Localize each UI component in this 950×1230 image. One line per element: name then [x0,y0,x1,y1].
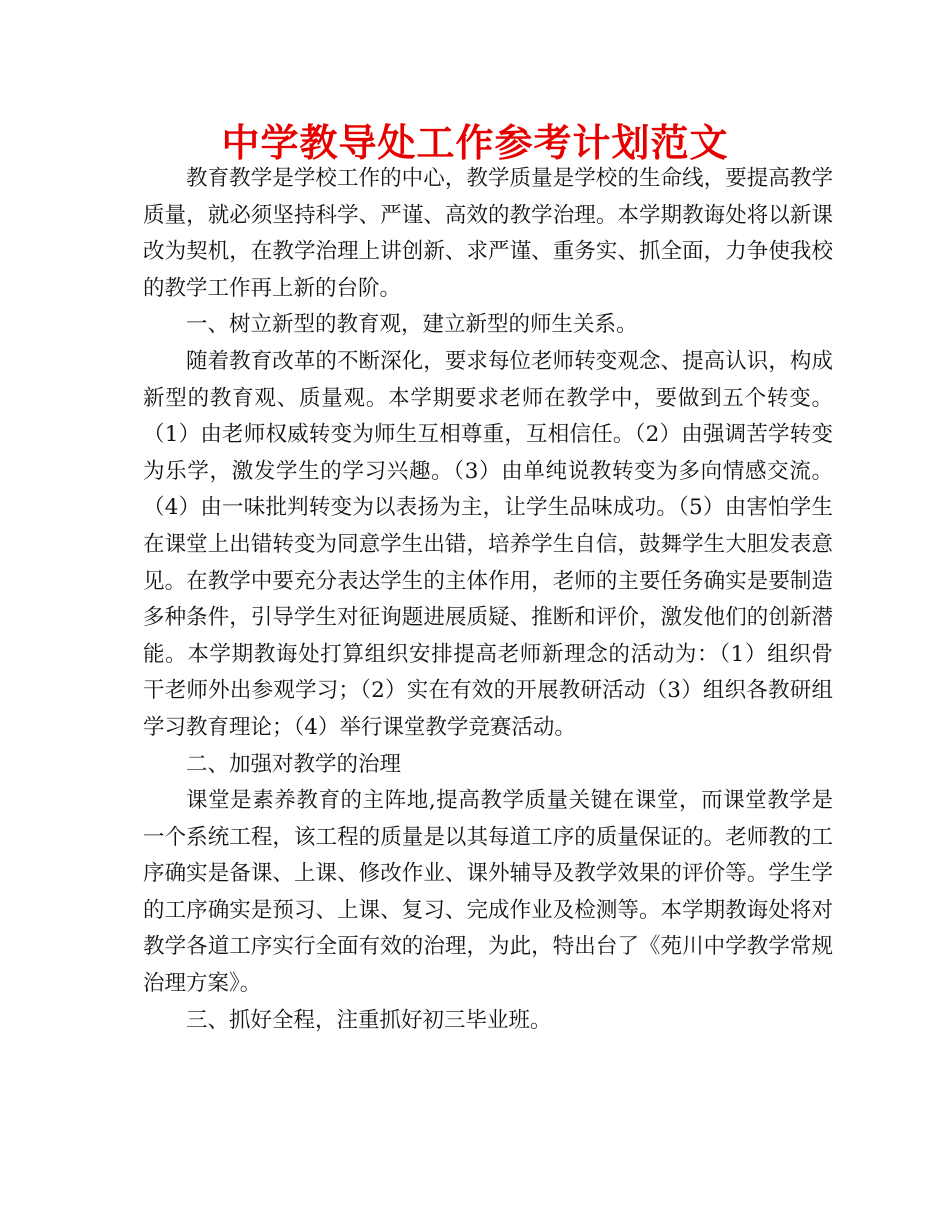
section-1-paragraph: 随着教育改革的不断深化，要求每位老师转变观念、提高认识，构成新型的教育观、质量观。本学期要求老师在教学中，要做到五个转变。（1）由老师权威转变为师生互相尊重，互相信任。（2）由强调苦学转变为乐学，激发学生的学习兴趣。（3）由单纯说教转变为多向情感交流。（4）由一味批判转变为以表扬为主，让学生品味成功。（5）由害怕学生在课堂上出错转变为同意学生出错，培养学生自信，鼓舞学生大胆发表意见。在教学中要充分表达学生的主体作用，老师的主要任务确实是要制造多种条件，引导学生对征询题进展质疑、推断和评价，激发他们的创新潜能。本学期教诲处打算组织安排提高老师新理念的活动为：（1）组织骨干老师外出参观学习；（2）实在有效的开展教研活动（3）组织各教研组学习教育理论；（4）举行课堂教学竞赛活动。 [143,348,833,740]
document-title: 中学教导处工作参考计划范文 [221,121,729,165]
document-body [143,161,833,1039]
section-heading-2: 二、加强对教学的治理 [186,751,402,777]
section-2-paragraph: 课堂是素养教育的主阵地,提高教学质量关键在课堂，而课堂教学是一个系统工程，该工程的质量是以其每道工序的质量保证的。老师教的工序确实是备课、上课、修改作业、课外辅导及教学效果的评价等。学生学的工序确实是预习、上课、复习、完成作业及检测等。本学期教诲处将对教学各道工序实行全面有效的治理，为此，特出台了《苑川中学教学常规治理方案》。 [143,788,833,997]
intro-paragraph: 教育教学是学校工作的中心，教学质量是学校的生命线，要提高教学质量，就必须坚持科学、严谨、高效的教学治理。本学期教诲处将以新课改为契机，在教学治理上讲创新、求严谨、重务实、抓全面，力争使我校的教学工作再上新的台阶。 [143,166,833,301]
section-heading-3: 三、抓好全程，注重抓好初三毕业班。 [186,1007,552,1033]
section-heading-1: 一、树立新型的教育观，建立新型的师生关系。 [186,312,638,338]
